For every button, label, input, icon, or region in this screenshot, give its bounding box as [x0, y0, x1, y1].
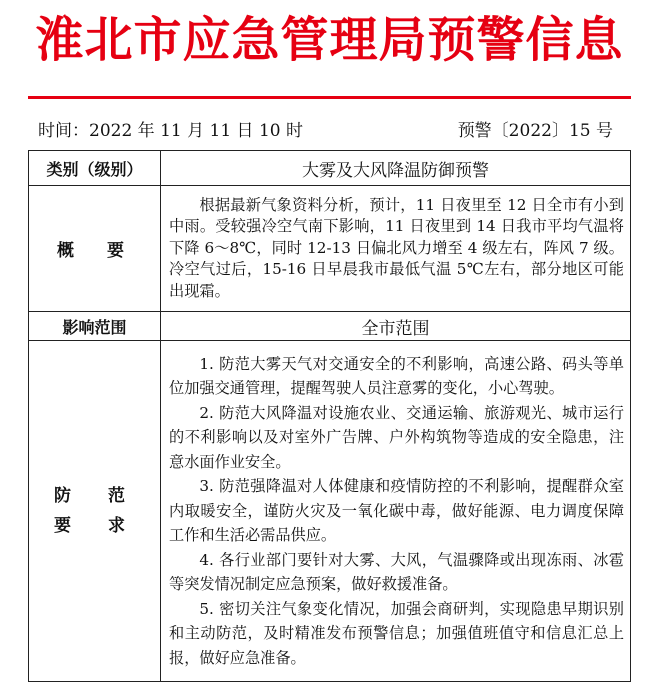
issue-time: 时间：2022 年 11 月 11 日 10 时	[38, 121, 303, 141]
row-category	[29, 151, 631, 186]
requirements-cell	[161, 341, 631, 682]
row-requirements	[29, 341, 631, 682]
requirements-label-line1: 防 范	[54, 486, 135, 506]
requirement-item: 4. 各行业部门要针对大雾、大风，气温骤降或出现冻雨、冰雹等突发情况制定应急预案，做好救援准备。	[169, 550, 624, 594]
requirements-label-line2: 要 求	[54, 516, 135, 536]
document-number: 预警〔2022〕15 号	[457, 121, 613, 141]
requirement-item: 3. 防范强降温对人体健康和疫情防控的不利影响，提醒群众室内取暖安全，谨防火灾及一氧化碳中毒，做好能源、电力调度保障工作和生活必需品供应。	[169, 477, 624, 545]
scope-label: 影响范围	[29, 312, 161, 341]
scope-value: 全市范围	[161, 312, 631, 341]
requirement-item: 1. 防范大雾天气对交通安全的不利影响，高速公路、码头等单位加强交通管理，提醒驾驶人员注意雾的变化，小心驾驶。	[169, 354, 624, 398]
summary-cell	[161, 186, 631, 312]
page-title: 淮北市应急管理局预警信息	[35, 12, 624, 68]
summary-label: 概 要	[29, 186, 161, 312]
requirement-item: 2. 防范大风降温对设施农业、交通运输、旅游观光、城市运行的不利影响以及对室外广告牌、户外构筑物等造成的安全隐患，注意水面作业安全。	[169, 403, 624, 471]
category-value: 大雾及大风降温防御预警	[161, 151, 631, 186]
requirement-item: 5. 密切关注气象变化情况，加强会商研判，实现隐患早期识别和主动防范，及时精准发布预警信息；加强值班值守和信息汇总上报，做好应急准备。	[169, 599, 624, 667]
row-scope	[29, 312, 631, 341]
warning-table	[28, 150, 631, 682]
requirements-label	[29, 341, 161, 682]
row-summary	[29, 186, 631, 312]
summary-text: 根据最新气象资料分析，预计，11 日夜里至 12 日全市有小到中雨。受较强冷空气南下影响，11 日夜里到 14 日我市平均气温将下降 6～8℃，同时 12-13 日偏北风力增至 4 级左右，阵风 7 级。冷空气过后，15-16 日早晨我市最低气温 5℃左右，部分地区可能出现霜。	[169, 195, 624, 300]
category-label: 类别（级别）	[29, 151, 161, 186]
header-rule	[28, 96, 631, 99]
